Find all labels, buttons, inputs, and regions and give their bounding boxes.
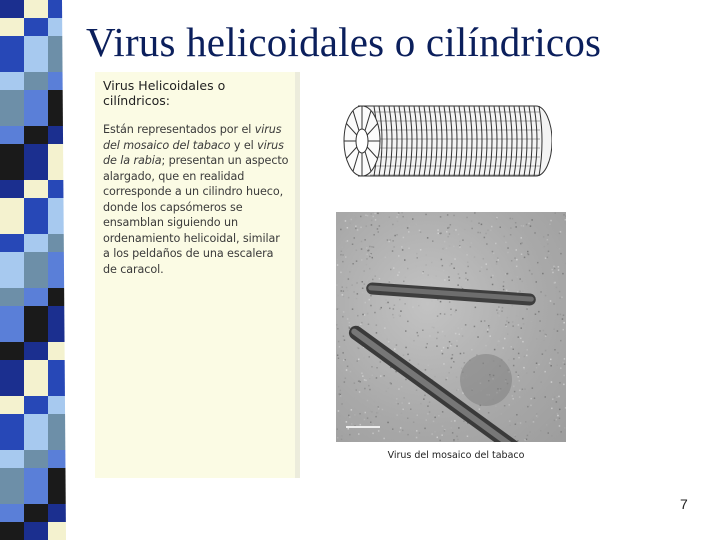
body-connector: y el [230,138,258,152]
figure-caption: Virus del mosaico del tabaco [387,450,525,461]
helical-capsid-diagram-icon [340,98,552,184]
example-rabies: virus de la rabia [103,138,284,167]
micrograph-image-icon [336,212,566,442]
page-number: 7 [680,496,688,512]
decorative-stripe-border [0,0,72,540]
slide-title: Virus helicoidales o cilíndricos [86,19,602,65]
body-intro: Están representados por el [103,123,255,136]
panel-body [103,122,289,277]
text-panel [95,72,300,478]
body-rest: ; presentan un aspecto alargado, que en realidad corresponde a un cilindro hueco, donde los capsómeros se ensamblan siguiendo un ordenamiento helicoidal, similar a los peldaños de una escalera de caracol. [103,154,289,276]
panel-heading: Virus Helicoidales o cilíndricos: [103,78,226,108]
example-tobacco-mosaic: virus del mosaico del tabaco [103,123,282,152]
tobacco-mosaic-virus-micrograph [336,212,566,442]
